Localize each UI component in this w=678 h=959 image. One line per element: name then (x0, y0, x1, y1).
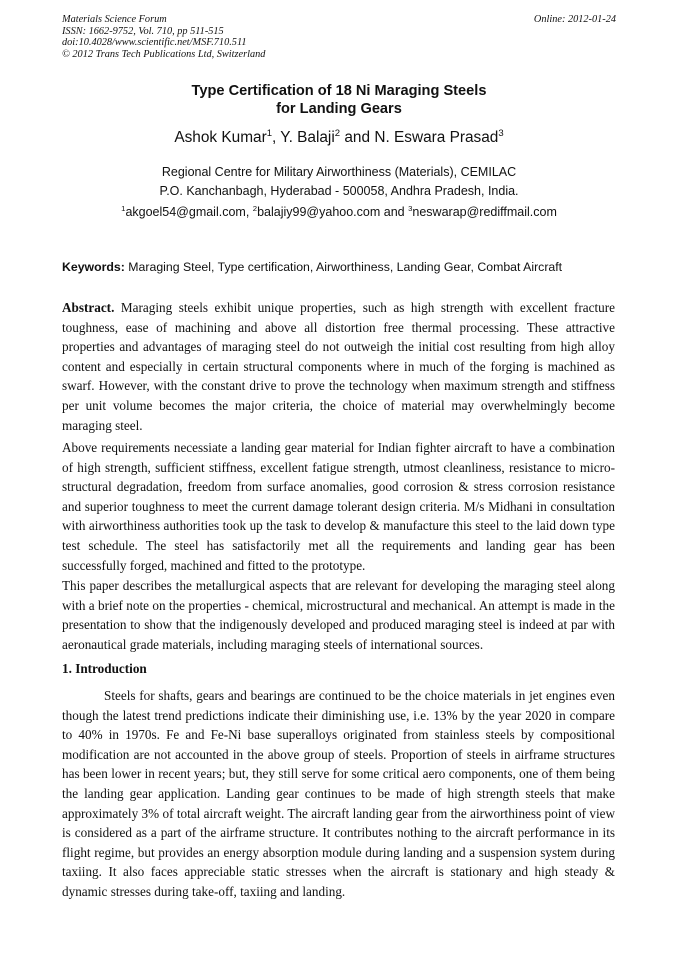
author-affiliation-mark: 1 (266, 127, 273, 139)
paper-title (0, 82, 678, 118)
author-name: Y. Balaji (280, 129, 335, 146)
author-list (0, 128, 678, 147)
keywords-label: Keywords: (62, 260, 125, 274)
email-address[interactable]: balajiy99@yahoo.com (257, 205, 381, 219)
author-affiliation-mark: 3 (498, 127, 504, 139)
author-affiliation-mark: 2 (334, 127, 341, 139)
affiliation-line-1: Regional Centre for Military Airworthiness (Materials), CEMILAC (161, 165, 517, 179)
abstract (62, 298, 615, 435)
paragraph: Above requirements necessiate a landing gear material for Indian fighter aircraft to have a combination of high strength, sufficient stiffness, excellent fatigue strength, utmost cleanliness, resistance to micro-structural degradation, freedom from surface anomalies, good corrosion & stress corrosion resistance and superior toughness to meet the current damage tolerant design criteria. M/s Midhani in consultation with airworthiness authorities took up the task to develop & manufacture this steel to the laid down type test schedule. The steel has satisfactorily met all the requirements and landing gear has been successfully forged, machined and fitted to the prototype. (62, 440, 615, 573)
copyright-line: © 2012 Trans Tech Publications Ltd, Switzerland (62, 48, 266, 60)
author-name: Ashok Kumar (174, 129, 267, 146)
email-separator: and (380, 205, 409, 219)
affiliation-line-2: P.O. Kanchanbagh, Hyderabad - 500058, Andhra Pradesh, India. (159, 184, 519, 198)
title-line-2: for Landing Gears (276, 101, 402, 117)
email-mark: 3 (408, 203, 413, 213)
running-header (62, 14, 265, 60)
section-heading: 1. Introduction (62, 661, 147, 676)
email-address[interactable]: akgoel54@gmail.com (125, 205, 246, 219)
email-separator: , (245, 205, 253, 219)
doi-line: doi:10.4028/www.scientific.net/MSF.710.511 (62, 37, 247, 49)
email-mark: 1 (121, 203, 126, 213)
issn-line: ISSN: 1662-9752, Vol. 710, pp 511-515 (62, 25, 224, 37)
paragraph: This paper describes the metallurgical aspects that are relevant for developing the maraging steel along with a brief note on the properties - chemical, microstructural and mechanical. An attempt is made in the presentation to show that the indigenously developed and produced maraging steel is indeed at par with aeronautical grade materials, including maraging steels of international sources. (62, 578, 615, 652)
email-list (0, 204, 678, 220)
abstract-label: Abstract. (62, 300, 115, 315)
introduction-paragraph: Steels for shafts, gears and bearings are continued to be the choice materials in jet engines even though the latest trend predictions indicate their diminishing use, i.e. 13% by the year 2020 in compare to 40% in 1970s. Fe and Fe-Ni base superalloys originated from stainless steels by compositional modification are not accounted in the above group of steels. Proportion of steels in airframe structures has been lower in recent years; but, they still serve for some critical aero components, one of them being the landing gear application. Landing gear continues to be made of high strength steels that make approximately 3% of total aircraft weight. The aircraft landing gear from the airworthiness point of view is considered as a part of the airframe structure. It contributes nothing to the aircraft performance in its flight regime, but provides an energy absorption module during landing and a suspension system during taxiing. It also faces appreciable static stresses when the aircraft is stationary and high steady & dynamic stresses during take-off, taxiing and landing. (62, 688, 615, 899)
affiliation (0, 163, 678, 201)
title-line-1: Type Certification of 18 Ni Maraging Steels (191, 83, 487, 99)
email-address[interactable]: neswarap@rediffmail.com (412, 205, 557, 219)
author-name: N. Eswara Prasad (374, 129, 499, 146)
author-separator: and (340, 129, 375, 146)
online-date: Online: 2012-01-24 (533, 14, 616, 25)
email-mark: 2 (252, 203, 258, 213)
keywords-text: Maraging Steel, Type certification, Airworthiness, Landing Gear, Combat Aircraft (128, 260, 563, 274)
author-separator: , (272, 129, 281, 146)
keywords (62, 259, 622, 275)
abstract-text: Maraging steels exhibit unique properties, such as high strength with excellent fracture toughness, ease of machining and above all distortion free thermal processing. These attractive properties and advantages of maraging steel do not outweigh the initial cost resulting from high alloy content and especially in certain structural components where in much of the forging is machined as swarf. However, with the constant drive to prove the technology when maximum strength and stiffness per unit volume becomes the major criteria, the choice of material may overwhelmingly become maraging steel. (62, 300, 616, 433)
journal-name: Materials Science Forum (62, 14, 167, 25)
